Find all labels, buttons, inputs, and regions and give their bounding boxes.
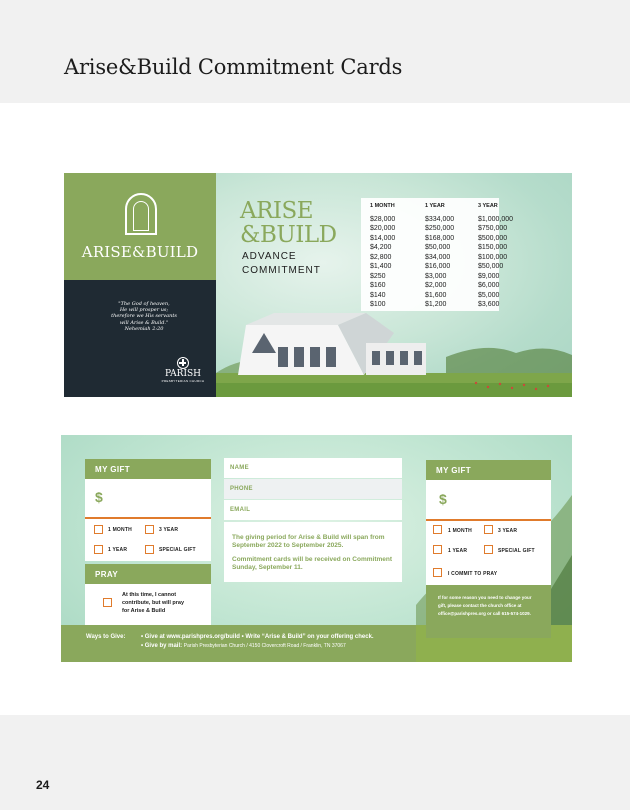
card-subtitle-line2: COMMITMENT xyxy=(242,265,321,276)
right-option-special-gift-checkbox[interactable] xyxy=(484,545,493,554)
arch-window-icon xyxy=(125,193,157,235)
right-option-1-month-checkbox[interactable] xyxy=(433,525,442,534)
right-option-1-year-checkbox[interactable] xyxy=(433,545,442,554)
option-1-month-label: 1 MONTH xyxy=(108,527,132,533)
tier-value: $16,000 xyxy=(425,263,451,271)
page-title: Arise&Build Commitment Cards xyxy=(64,55,403,79)
tier-value: $150,000 xyxy=(478,244,508,252)
commit-to-pray-label: I COMMIT TO PRAY xyxy=(448,571,498,577)
right-option-1-month-label: 1 MONTH xyxy=(448,528,472,534)
change-gift-contact-info: If for some reason you need to change your gift, please contact the church office at office@parishpres.org or call 615-574-1029. xyxy=(426,585,551,638)
ways-to-give-label: Ways to Give: xyxy=(86,634,126,640)
tier-column-month xyxy=(370,203,395,310)
mail-lead: • Give by mail: xyxy=(141,643,183,649)
tier-value: $3,600 xyxy=(478,301,500,309)
tier-header: 1 MONTH xyxy=(370,203,395,209)
option-special-gift-checkbox[interactable] xyxy=(145,545,154,554)
tier-value: $50,000 xyxy=(425,244,451,252)
tier-value: $334,000 xyxy=(425,216,455,223)
option-3-year-label: 3 YEAR xyxy=(159,527,179,533)
tier-header: 1 YEAR xyxy=(425,203,445,209)
option-3-year-checkbox[interactable] xyxy=(145,525,154,534)
tier-value: $250 xyxy=(370,272,386,280)
phone-field[interactable]: PHONE xyxy=(224,479,402,499)
right-dollar-sign: $ xyxy=(439,491,447,507)
tier-value: $14,000 xyxy=(370,234,396,242)
right-my-gift-header: MY GIFT xyxy=(426,460,551,480)
right-option-1-year-label: 1 YEAR xyxy=(448,548,468,554)
card-title-line2: &BUILD xyxy=(240,222,337,248)
my-gift-header: MY GIFT xyxy=(85,459,211,479)
pray-header: PRAY xyxy=(85,564,211,584)
ways-to-give-mail xyxy=(141,643,346,649)
parish-logo-text: PARISH xyxy=(164,369,202,379)
commitment-card-front xyxy=(64,173,572,397)
tier-value: $1,000,000 xyxy=(478,216,514,223)
tier-value: $2,000 xyxy=(425,282,447,290)
parish-logo-subtext: PRESBYTERIAN CHURCH xyxy=(161,379,205,383)
pray-text: At this time, I cannot contribute, but will pray for Arise & Build xyxy=(122,592,185,614)
tier-value: $5,000 xyxy=(478,291,500,299)
tier-value: $250,000 xyxy=(425,225,455,233)
tier-column-three-year xyxy=(478,203,513,310)
name-field[interactable]: NAME xyxy=(224,458,402,478)
option-1-year-checkbox[interactable] xyxy=(94,545,103,554)
card-title-line1: ARISE xyxy=(240,198,314,224)
giving-period-info xyxy=(224,522,402,582)
tier-value: $1,400 xyxy=(370,263,392,271)
page-number: 24 xyxy=(36,778,50,792)
tier-value: $168,000 xyxy=(425,234,455,242)
tier-value: $100 xyxy=(370,301,386,309)
ways-to-give-online: • Give at www.parishpres.org/build • Write “Arise & Build” on your offering check. xyxy=(141,634,374,640)
footer-band xyxy=(0,715,630,810)
tier-value: $1,200 xyxy=(425,301,447,309)
right-option-special-gift-label: SPECIAL GIFT xyxy=(498,548,535,554)
pray-checkbox[interactable] xyxy=(103,598,112,607)
scripture-quote: "The God of heaven, He will prosper us; therefore we His servants will Arise & Build." Nehemiah 2:20 xyxy=(111,301,177,332)
option-1-month-checkbox[interactable] xyxy=(94,525,103,534)
tier-value: $1,600 xyxy=(425,291,447,299)
gift-amount-line[interactable] xyxy=(85,517,211,519)
brand-wordmark: ARISE&BUILD xyxy=(81,243,199,261)
commitment-card-back xyxy=(61,435,572,662)
ways-to-give-bar xyxy=(61,625,416,662)
giving-tiers-table xyxy=(361,198,514,311)
commit-to-pray-checkbox[interactable] xyxy=(433,568,442,577)
tier-value: $750,000 xyxy=(478,225,508,233)
tier-value: $6,000 xyxy=(478,282,500,290)
received-date-text: Commitment cards will be received on Commitment Sunday, September 11. xyxy=(232,556,393,571)
tier-header: 3 YEAR xyxy=(478,203,498,209)
tier-value: $2,800 xyxy=(370,253,392,261)
tier-value: $500,000 xyxy=(478,234,508,242)
email-field[interactable]: EMAIL xyxy=(224,500,402,520)
tier-value: $160 xyxy=(370,282,386,290)
tier-value: $28,000 xyxy=(370,216,396,223)
tier-value: $100,000 xyxy=(478,253,508,261)
mail-address: Parish Presbyterian Church / 4150 Clovercroft Road / Franklin, TN 37067 xyxy=(183,643,346,649)
tier-value: $4,200 xyxy=(370,244,392,252)
dollar-sign: $ xyxy=(95,489,103,505)
tier-value: $34,000 xyxy=(425,253,451,261)
tier-column-year xyxy=(425,203,454,310)
tier-value: $20,000 xyxy=(370,225,396,233)
right-option-3-year-checkbox[interactable] xyxy=(484,525,493,534)
brand-panel xyxy=(64,173,216,280)
right-option-3-year-label: 3 YEAR xyxy=(498,528,518,534)
tier-value: $3,000 xyxy=(425,272,447,280)
tier-value: $140 xyxy=(370,291,386,299)
header-band xyxy=(0,0,630,103)
tier-value: $50,000 xyxy=(478,263,504,271)
parish-cross-icon xyxy=(177,357,189,369)
church-building-illustration xyxy=(216,313,572,397)
giving-period-text: The giving period for Arise & Build will span from September 2022 to September 2025. xyxy=(232,534,385,549)
tier-value: $9,000 xyxy=(478,272,500,280)
option-1-year-label: 1 YEAR xyxy=(108,547,128,553)
right-gift-amount-line[interactable] xyxy=(426,519,551,521)
card-subtitle-line1: ADVANCE xyxy=(242,251,297,262)
option-special-gift-label: SPECIAL GIFT xyxy=(159,547,196,553)
